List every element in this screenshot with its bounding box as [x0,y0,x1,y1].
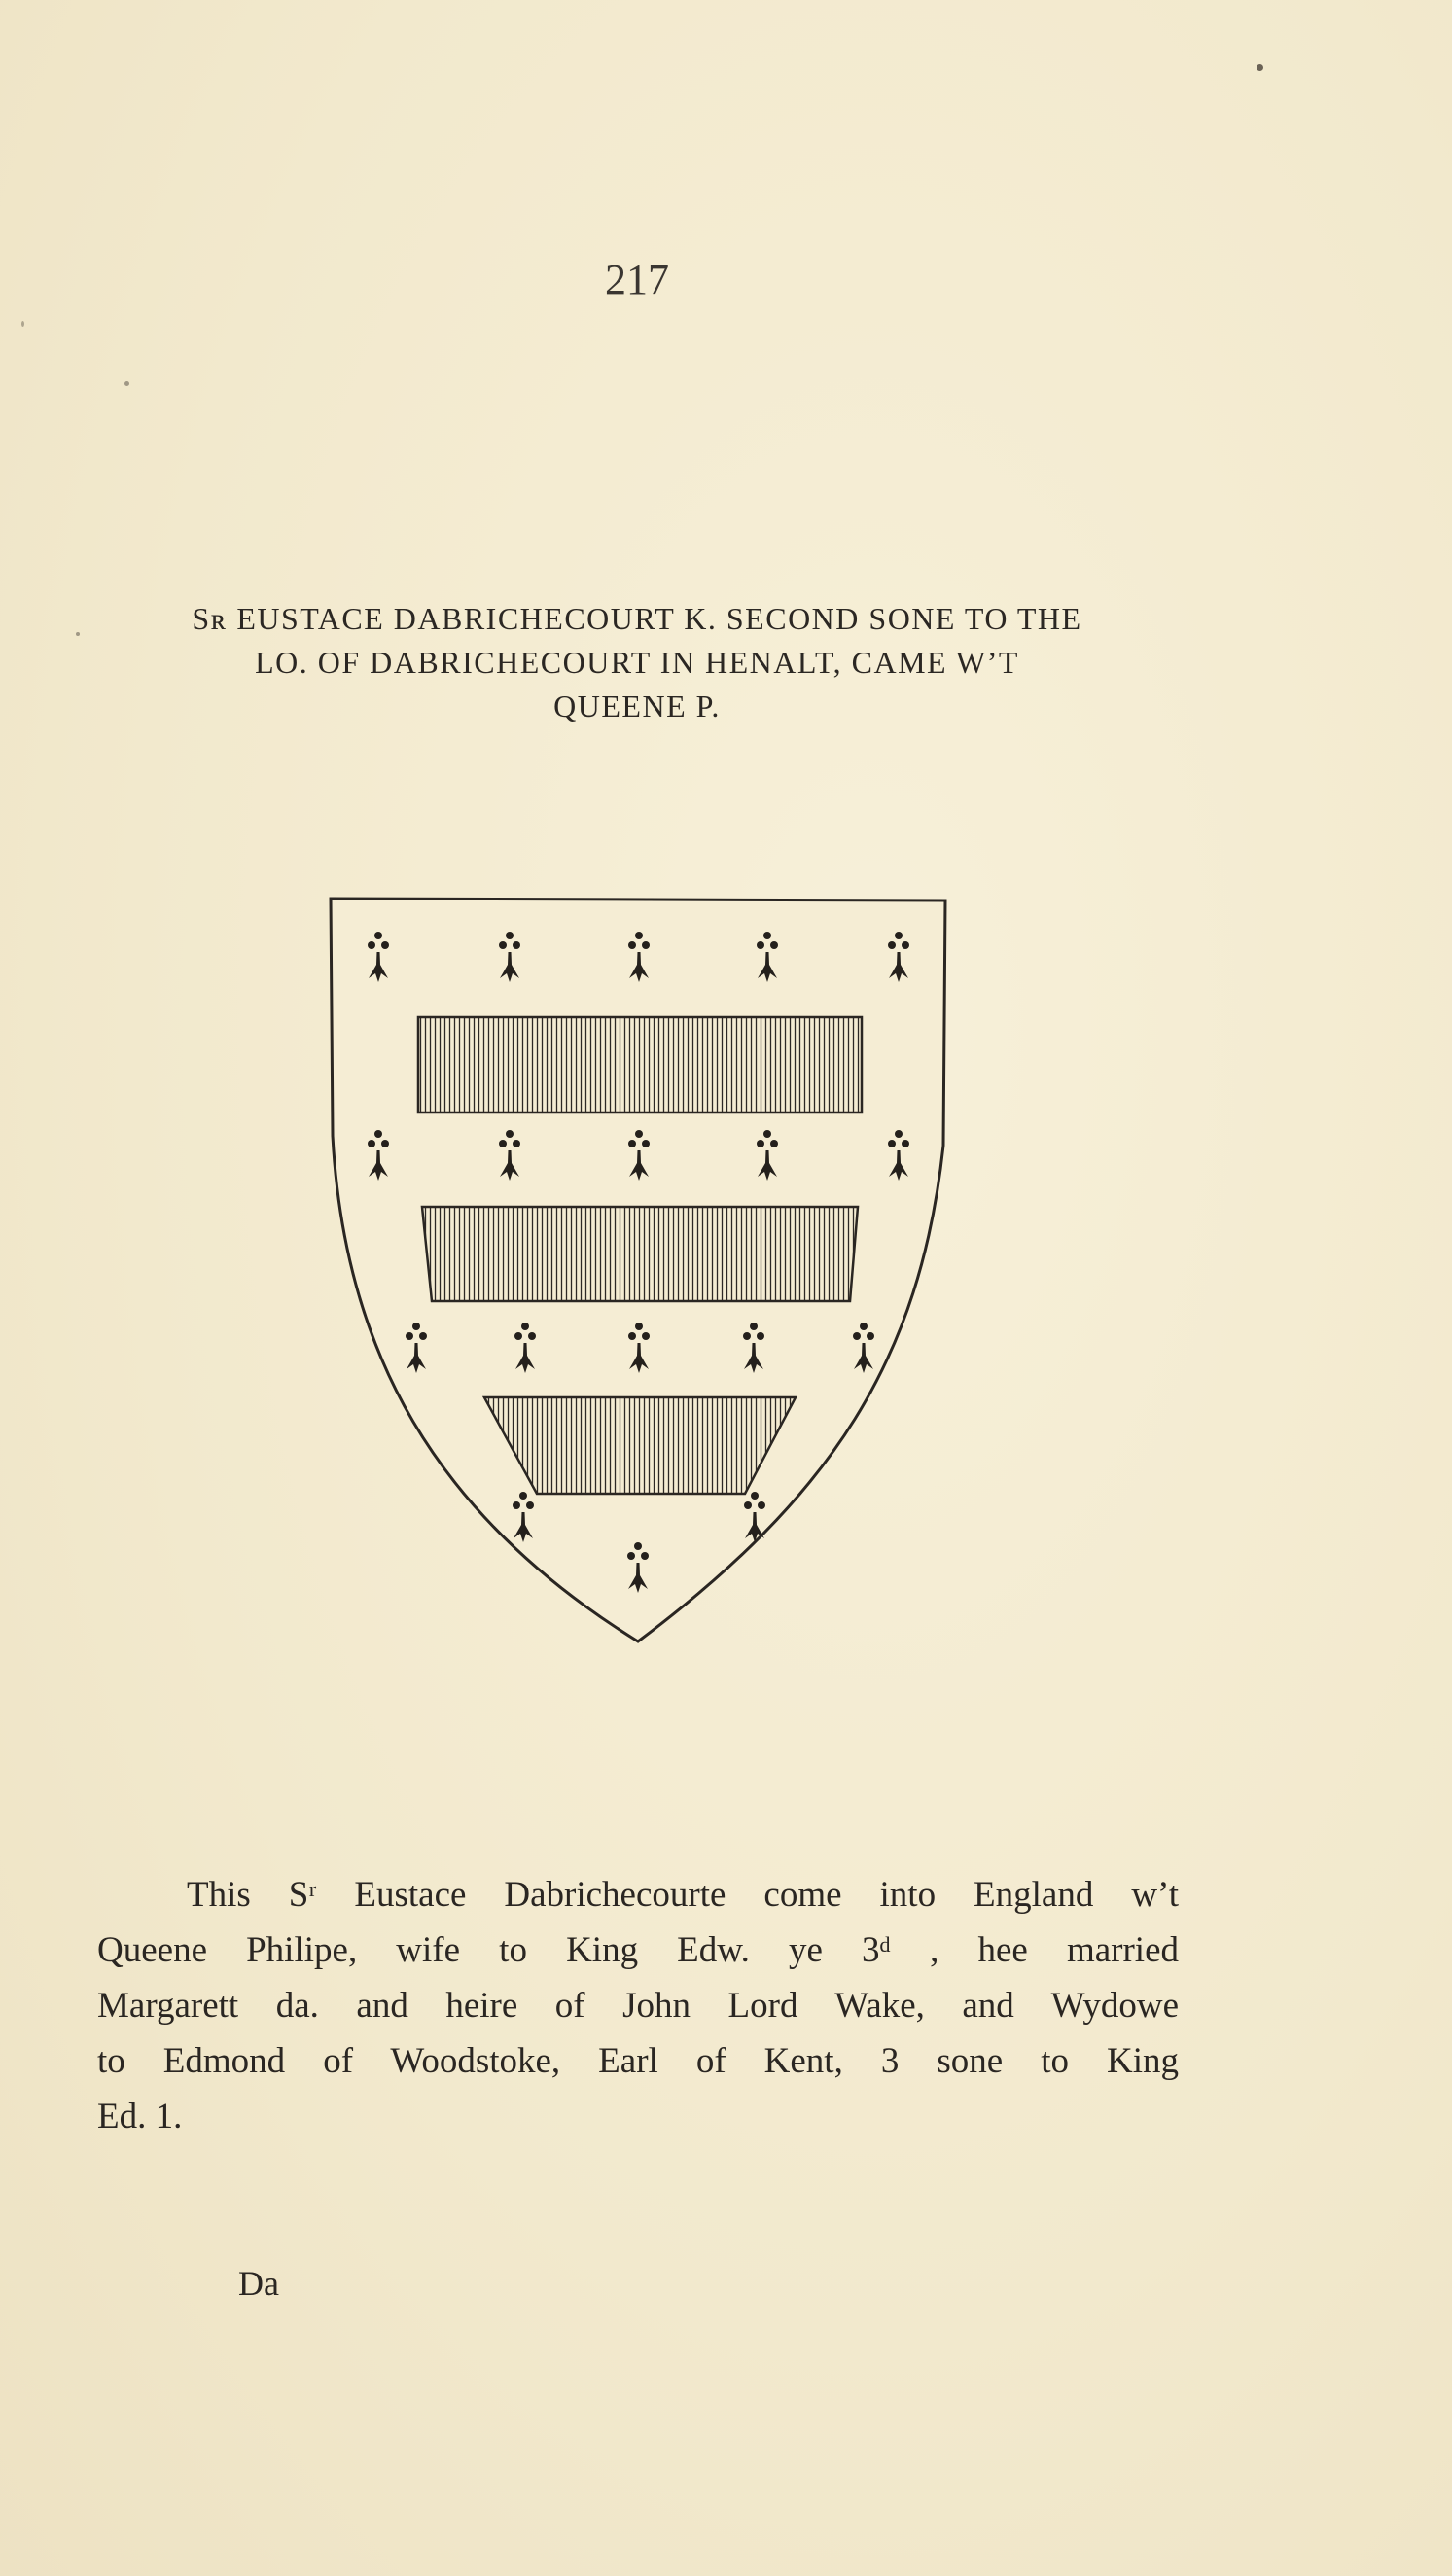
body-line-4: to Edmond of Woodstoke, Earl of Kent, 3 sone to King [97,2041,1179,2081]
paper-speck [21,321,24,327]
heading [83,597,1191,728]
paper-speck [76,632,80,636]
body-line-2: Queene Philipe, wife to King Edw. ye 3ᵈ , hee married [97,1930,1179,1970]
heading-line-1: Sʀ EUSTACE DABRICHECOURT K. SECOND SONE TO THE [192,601,1082,636]
body-text [97,1867,1179,2144]
body-line-1: This Sʳ Eustace Dabrichecourte come into England w’t [187,1875,1179,1915]
body-line-3: Margarett da. and heire of John Lord Wake, and Wydowe [97,1986,1179,2026]
paper-speck [1257,64,1263,71]
coat-of-arms-shield [327,893,949,1651]
bar-2 [422,1207,858,1301]
heading-line-2: LO. OF DABRICHECOURT IN HENALT, CAME W’T [255,645,1019,680]
body-line-5: Ed. 1. [97,2097,183,2136]
bar-1 [418,1017,862,1112]
paper-speck [124,381,129,386]
catchword: Da [238,2264,279,2303]
bar-3 [484,1397,796,1494]
heading-line-3: QUEENE P. [553,688,721,723]
page-number: 217 [605,256,669,303]
